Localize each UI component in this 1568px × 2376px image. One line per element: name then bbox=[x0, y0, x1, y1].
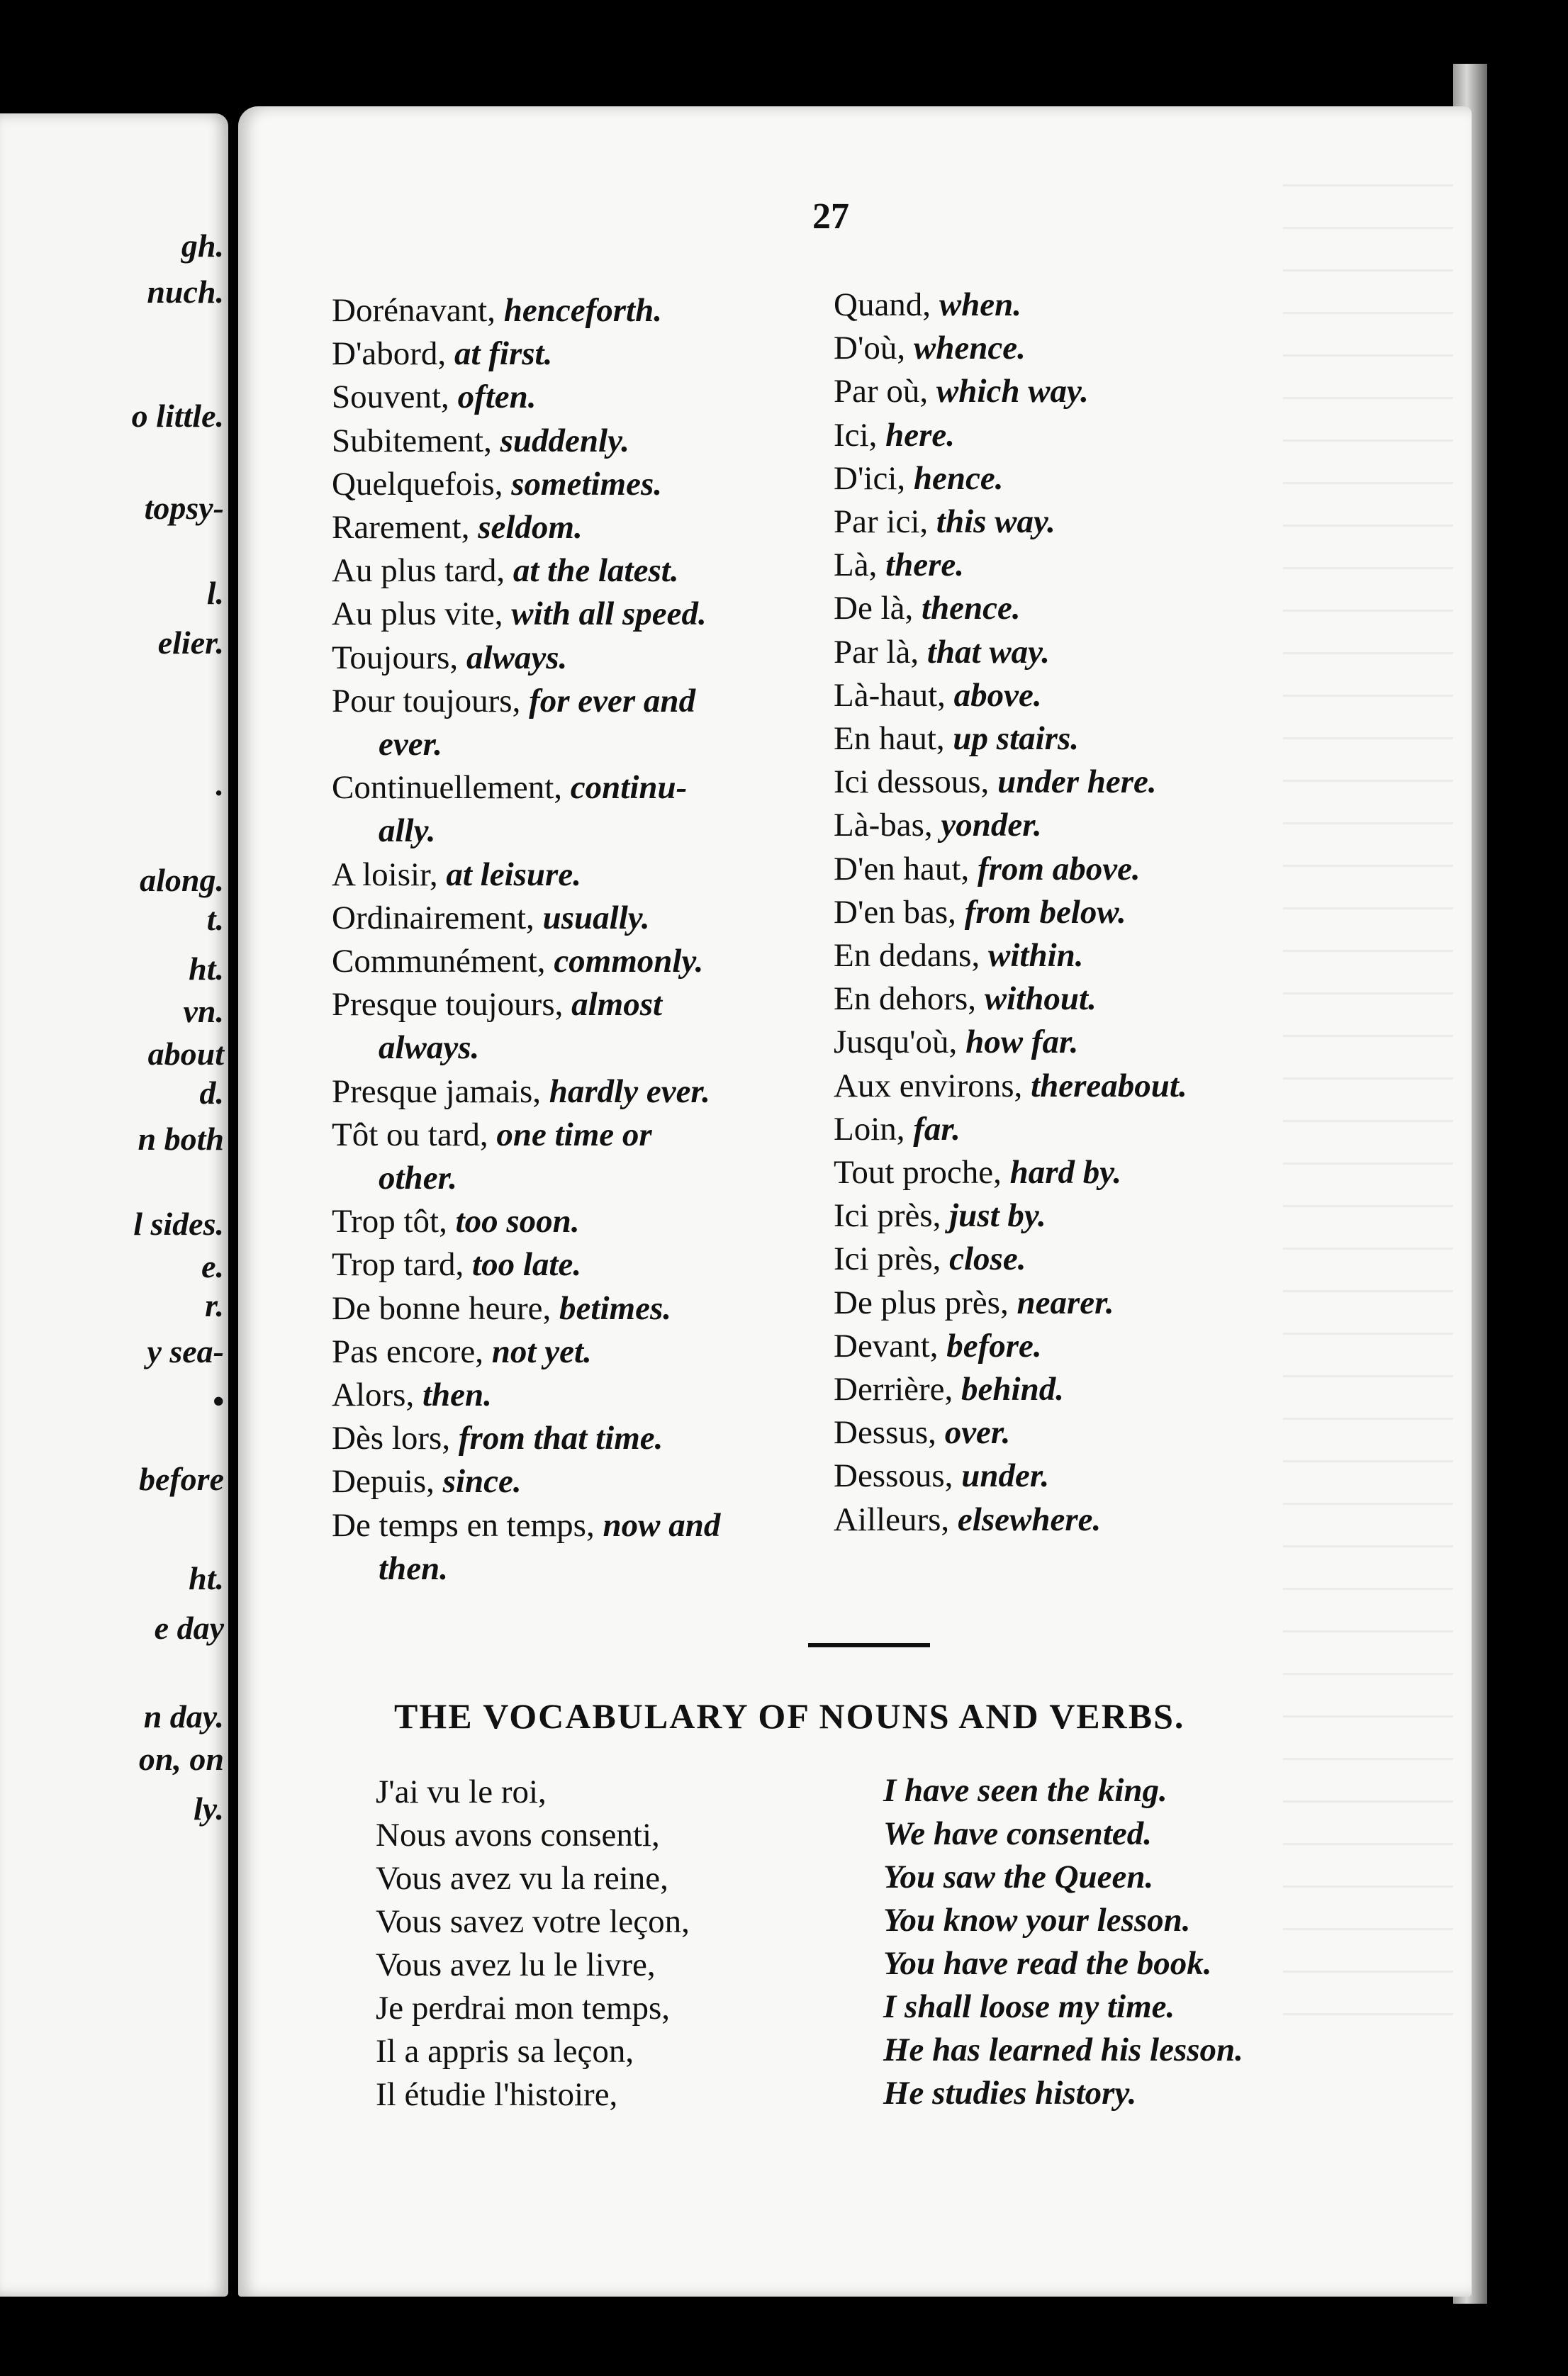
adverb-entry bbox=[332, 723, 842, 766]
english-translation: from below. bbox=[964, 893, 1126, 931]
english-translation: one time or bbox=[496, 1116, 652, 1153]
english-translation: ally. bbox=[379, 812, 436, 850]
facing-page-fragment: n both bbox=[138, 1121, 224, 1157]
english-translation: close. bbox=[949, 1240, 1026, 1278]
french-adverb: En dedans, bbox=[834, 937, 980, 975]
english-translation: just by. bbox=[949, 1197, 1046, 1235]
english-translation: up stairs. bbox=[953, 720, 1080, 758]
french-adverb: Dessous, bbox=[834, 1457, 953, 1495]
french-adverb: Ici dessous, bbox=[834, 763, 990, 801]
adverb-entry bbox=[834, 1368, 1344, 1411]
vocabulary-french-column bbox=[376, 1771, 690, 2117]
adverb-entry bbox=[332, 1243, 842, 1287]
french-adverb: De temps en temps, bbox=[332, 1506, 595, 1544]
english-translation: at the latest. bbox=[513, 552, 679, 590]
french-adverb: Ailleurs, bbox=[834, 1501, 950, 1538]
adverb-entry bbox=[332, 1200, 842, 1243]
english-translation: which way. bbox=[936, 373, 1089, 410]
french-adverb: En dehors, bbox=[834, 980, 977, 1018]
facing-page-fragment: topsy- bbox=[144, 490, 224, 526]
english-translation: hardly ever. bbox=[549, 1072, 710, 1110]
french-adverb: Communément, bbox=[332, 943, 546, 980]
french-adverb: Presque toujours, bbox=[332, 986, 564, 1024]
english-translation: ever. bbox=[379, 726, 443, 763]
adverb-entry bbox=[332, 506, 842, 549]
french-adverb: Depuis, bbox=[332, 1463, 435, 1501]
vocabulary-french: Il a appris sa leçon, bbox=[376, 2033, 634, 2070]
facing-page-fragment: before bbox=[138, 1461, 224, 1497]
facing-page-fragment: ht. bbox=[189, 1560, 224, 1596]
vocabulary-french: Je perdrai mon temps, bbox=[376, 1990, 671, 2027]
adverb-entry bbox=[332, 1026, 842, 1070]
adverb-entry bbox=[332, 420, 842, 463]
vocabulary-french: J'ai vu le roi, bbox=[376, 1773, 547, 1810]
english-translation: yonder. bbox=[941, 807, 1042, 844]
facing-page-fragment: about bbox=[147, 1036, 224, 1072]
adverb-entry bbox=[834, 848, 1344, 891]
adverb-entry bbox=[834, 370, 1344, 413]
french-adverb: D'où, bbox=[834, 330, 906, 367]
french-adverb: Dès lors, bbox=[332, 1420, 451, 1457]
adverb-entry bbox=[834, 1108, 1344, 1151]
vocabulary-french: Vous savez votre leçon, bbox=[376, 1903, 690, 1940]
french-adverb: Presque jamais, bbox=[332, 1072, 541, 1110]
adverb-list-left bbox=[332, 289, 842, 1591]
english-translation: then. bbox=[422, 1377, 492, 1414]
adverb-entry bbox=[834, 1021, 1344, 1064]
facing-page-fragment: on, on bbox=[138, 1741, 224, 1777]
french-adverb: D'en bas, bbox=[834, 893, 956, 931]
english-translation: for ever and bbox=[529, 682, 696, 719]
facing-page-fragment: d. bbox=[199, 1075, 224, 1111]
vocabulary-french: Il étudie l'histoire, bbox=[376, 2076, 618, 2113]
adverb-entry bbox=[332, 593, 842, 636]
english-translation: not yet. bbox=[491, 1333, 592, 1370]
adverb-entry bbox=[834, 631, 1344, 674]
facing-page-fragment: e. bbox=[201, 1248, 224, 1284]
section-divider bbox=[808, 1643, 930, 1647]
vocabulary-english: You have read the book. bbox=[883, 1945, 1212, 1982]
french-adverb: Par là, bbox=[834, 633, 919, 671]
english-translation: elsewhere. bbox=[957, 1501, 1102, 1538]
english-translation: how far. bbox=[965, 1024, 1079, 1061]
vocabulary-english: We have consented. bbox=[883, 1815, 1152, 1852]
adverb-entry bbox=[834, 1411, 1344, 1455]
french-adverb: Par ici, bbox=[834, 503, 929, 541]
english-translation: since. bbox=[442, 1463, 522, 1501]
french-adverb: Là, bbox=[834, 547, 878, 584]
section-heading: THE VOCABULARY OF NOUNS AND VERBS. bbox=[394, 1696, 1185, 1736]
french-adverb: Ici, bbox=[834, 416, 878, 454]
french-adverb: Souvent, bbox=[332, 379, 449, 416]
vocabulary-french: Vous avez vu la reine, bbox=[376, 1860, 668, 1897]
english-translation: always. bbox=[379, 1029, 480, 1067]
english-translation: over. bbox=[944, 1414, 1011, 1452]
english-translation: henceforth. bbox=[503, 292, 662, 329]
english-translation: far. bbox=[913, 1110, 961, 1148]
vocabulary-english: You know your lesson. bbox=[883, 1902, 1191, 1939]
french-adverb: Là-bas, bbox=[834, 807, 933, 844]
adverb-entry bbox=[834, 717, 1344, 761]
english-translation: commonly. bbox=[554, 943, 704, 980]
french-adverb: Trop tard, bbox=[332, 1246, 464, 1284]
french-adverb: De plus près, bbox=[834, 1284, 1009, 1321]
adverb-entry bbox=[332, 1070, 842, 1114]
vocabulary-french: Nous avons consenti, bbox=[376, 1817, 660, 1854]
adverb-entry bbox=[834, 1194, 1344, 1238]
french-adverb: Au plus vite, bbox=[332, 595, 503, 633]
facing-page-fragment: nuch. bbox=[147, 274, 224, 310]
english-translation: then. bbox=[379, 1550, 448, 1587]
adverb-entry bbox=[834, 934, 1344, 977]
facing-page-fragment: r. bbox=[205, 1287, 224, 1323]
facing-page-left bbox=[0, 113, 228, 2297]
adverb-entry bbox=[332, 549, 842, 593]
adverb-entry bbox=[332, 463, 842, 506]
english-translation: there. bbox=[885, 547, 965, 584]
french-adverb: Continuellement, bbox=[332, 769, 563, 807]
adverb-entry bbox=[834, 500, 1344, 544]
english-translation: when. bbox=[939, 286, 1022, 323]
adverb-entry bbox=[834, 1455, 1344, 1498]
adverb-entry bbox=[834, 587, 1344, 630]
adverb-entry bbox=[332, 853, 842, 897]
english-translation: under. bbox=[961, 1457, 1050, 1495]
vocabulary-english-column bbox=[883, 1769, 1243, 2115]
facing-page-fragment: n day. bbox=[143, 1698, 224, 1735]
adverb-entry bbox=[332, 289, 842, 332]
vocabulary-english: He studies history. bbox=[883, 2075, 1137, 2112]
facing-page-fragment: l sides. bbox=[133, 1206, 224, 1242]
page-number: 27 bbox=[812, 196, 849, 237]
english-translation: at first. bbox=[454, 335, 553, 373]
adverb-entry bbox=[332, 983, 842, 1026]
adverb-entry bbox=[332, 809, 842, 853]
adverb-entry bbox=[834, 1065, 1344, 1108]
facing-page-fragment: ly. bbox=[194, 1791, 224, 1827]
adverb-entry bbox=[834, 544, 1344, 587]
english-translation: thence. bbox=[921, 590, 1021, 627]
french-adverb: Tôt ou tard, bbox=[332, 1116, 488, 1153]
facing-page-fragment: o little. bbox=[131, 398, 224, 434]
french-adverb: Subitement, bbox=[332, 422, 492, 459]
facing-page-fragment: t. bbox=[206, 901, 224, 937]
english-translation: at leisure. bbox=[446, 856, 581, 893]
adverb-entry bbox=[332, 1547, 842, 1591]
french-adverb: Par où, bbox=[834, 373, 929, 410]
english-translation: hence. bbox=[913, 459, 1004, 497]
english-translation: here. bbox=[885, 416, 955, 454]
vocabulary-english: You saw the Queen. bbox=[883, 1859, 1154, 1895]
adverb-entry bbox=[332, 376, 842, 419]
english-translation: too soon. bbox=[455, 1203, 580, 1240]
adverb-entry bbox=[834, 1151, 1344, 1194]
facing-page-fragment: . bbox=[215, 766, 224, 802]
adverb-entry bbox=[332, 897, 842, 940]
english-translation: within. bbox=[987, 937, 1084, 975]
english-translation: hard by. bbox=[1009, 1154, 1122, 1192]
french-adverb: Dorénavant, bbox=[332, 292, 495, 329]
english-translation: now and bbox=[603, 1506, 721, 1544]
facing-page-fragment: l. bbox=[206, 575, 224, 611]
english-translation: usually. bbox=[542, 899, 650, 936]
english-translation: thereabout. bbox=[1031, 1067, 1187, 1104]
french-adverb: Pour toujours, bbox=[332, 682, 521, 719]
french-adverb: Devant, bbox=[834, 1327, 939, 1364]
english-translation: betimes. bbox=[559, 1289, 671, 1327]
english-translation: always. bbox=[466, 639, 568, 676]
adverb-entry bbox=[332, 940, 842, 983]
french-adverb: Ordinairement, bbox=[332, 899, 534, 936]
adverb-entry bbox=[834, 977, 1344, 1021]
english-translation: from above. bbox=[977, 850, 1141, 887]
french-adverb: D'abord, bbox=[332, 335, 447, 373]
adverb-entry bbox=[332, 1417, 842, 1460]
facing-page-fragment: elier. bbox=[157, 624, 224, 661]
adverb-entry bbox=[332, 332, 842, 376]
french-adverb: Ici près, bbox=[834, 1197, 941, 1235]
adverb-entry bbox=[834, 327, 1344, 370]
french-adverb: En haut, bbox=[834, 720, 945, 758]
adverb-entry bbox=[834, 1282, 1344, 1325]
vocabulary-english: I shall loose my time. bbox=[883, 1988, 1175, 2025]
english-translation: almost bbox=[571, 986, 663, 1024]
adverb-entry bbox=[834, 1238, 1344, 1281]
adverb-entry bbox=[332, 637, 842, 680]
french-adverb: Loin, bbox=[834, 1110, 905, 1148]
english-translation: nearer. bbox=[1017, 1284, 1114, 1321]
french-adverb: Quelquefois, bbox=[332, 465, 503, 503]
adverb-entry bbox=[834, 1498, 1344, 1542]
french-adverb: Aux environs, bbox=[834, 1067, 1023, 1104]
english-translation: seldom. bbox=[478, 509, 583, 547]
adverb-entry bbox=[332, 1114, 842, 1157]
english-translation: this way. bbox=[936, 503, 1055, 541]
vocabulary-english: He has learned his lesson. bbox=[883, 2032, 1243, 2068]
french-adverb: Ici près, bbox=[834, 1240, 941, 1278]
adverb-entry bbox=[332, 1504, 842, 1547]
adverb-entry bbox=[332, 1374, 842, 1417]
english-translation: continu- bbox=[570, 769, 688, 807]
french-adverb: Quand, bbox=[834, 286, 931, 323]
vocabulary-french: Vous avez lu le livre, bbox=[376, 1946, 656, 1983]
adverb-entry bbox=[332, 1157, 842, 1200]
french-adverb: Au plus tard, bbox=[332, 552, 505, 590]
french-adverb: Tout proche, bbox=[834, 1154, 1002, 1192]
facing-page-fragment: ht. bbox=[189, 951, 224, 987]
english-translation: often. bbox=[457, 379, 537, 416]
adverb-entry bbox=[332, 1287, 842, 1330]
adverb-entry bbox=[834, 457, 1344, 500]
english-translation: under here. bbox=[997, 763, 1157, 801]
adverb-entry bbox=[834, 284, 1344, 327]
french-adverb: Trop tôt, bbox=[332, 1203, 447, 1240]
french-adverb: Là-haut, bbox=[834, 676, 946, 714]
adverb-entry bbox=[834, 674, 1344, 717]
english-translation: behind. bbox=[961, 1371, 1064, 1408]
english-translation: suddenly. bbox=[500, 422, 629, 459]
french-adverb: De bonne heure, bbox=[332, 1289, 551, 1327]
facing-page-fragment: along. bbox=[140, 862, 224, 898]
french-adverb: De là, bbox=[834, 590, 914, 627]
adverb-entry bbox=[834, 414, 1344, 457]
adverb-entry bbox=[834, 804, 1344, 847]
english-translation: with all speed. bbox=[511, 595, 707, 633]
french-adverb: Alors, bbox=[332, 1377, 415, 1414]
french-adverb: Pas encore, bbox=[332, 1333, 484, 1370]
english-translation: too late. bbox=[472, 1246, 582, 1284]
french-adverb: Dessus, bbox=[834, 1414, 936, 1452]
french-adverb: Toujours, bbox=[332, 639, 459, 676]
vocabulary-english: I have seen the king. bbox=[883, 1772, 1167, 1809]
adverb-entry bbox=[834, 761, 1344, 804]
adverb-entry bbox=[332, 680, 842, 723]
adverb-entry bbox=[332, 1330, 842, 1374]
french-adverb: A loisir, bbox=[332, 856, 438, 893]
english-translation: other. bbox=[379, 1160, 458, 1197]
english-translation: above. bbox=[953, 676, 1042, 714]
french-adverb: D'ici, bbox=[834, 459, 906, 497]
french-adverb: Rarement, bbox=[332, 509, 470, 547]
facing-page-fragment: y sea- bbox=[147, 1333, 224, 1369]
english-translation: whence. bbox=[913, 330, 1026, 367]
english-translation: without. bbox=[984, 980, 1097, 1018]
french-adverb: Derrière, bbox=[834, 1371, 953, 1408]
adverb-entry bbox=[834, 891, 1344, 934]
french-adverb: D'en haut, bbox=[834, 850, 970, 887]
english-translation: from that time. bbox=[458, 1420, 663, 1457]
adverb-entry bbox=[332, 766, 842, 809]
english-translation: that way. bbox=[926, 633, 1051, 671]
english-translation: before. bbox=[946, 1327, 1042, 1364]
facing-page-fragment: vn. bbox=[183, 993, 224, 1029]
french-adverb: Jusqu'où, bbox=[834, 1024, 958, 1061]
facing-page-fragment: • bbox=[212, 1383, 224, 1419]
english-translation: sometimes. bbox=[511, 465, 663, 503]
adverb-list-right bbox=[834, 284, 1344, 1542]
adverb-entry bbox=[332, 1460, 842, 1503]
facing-page-fragment: e day bbox=[154, 1610, 224, 1646]
adverb-entry bbox=[834, 1325, 1344, 1368]
facing-page-fragment: gh. bbox=[181, 228, 224, 264]
